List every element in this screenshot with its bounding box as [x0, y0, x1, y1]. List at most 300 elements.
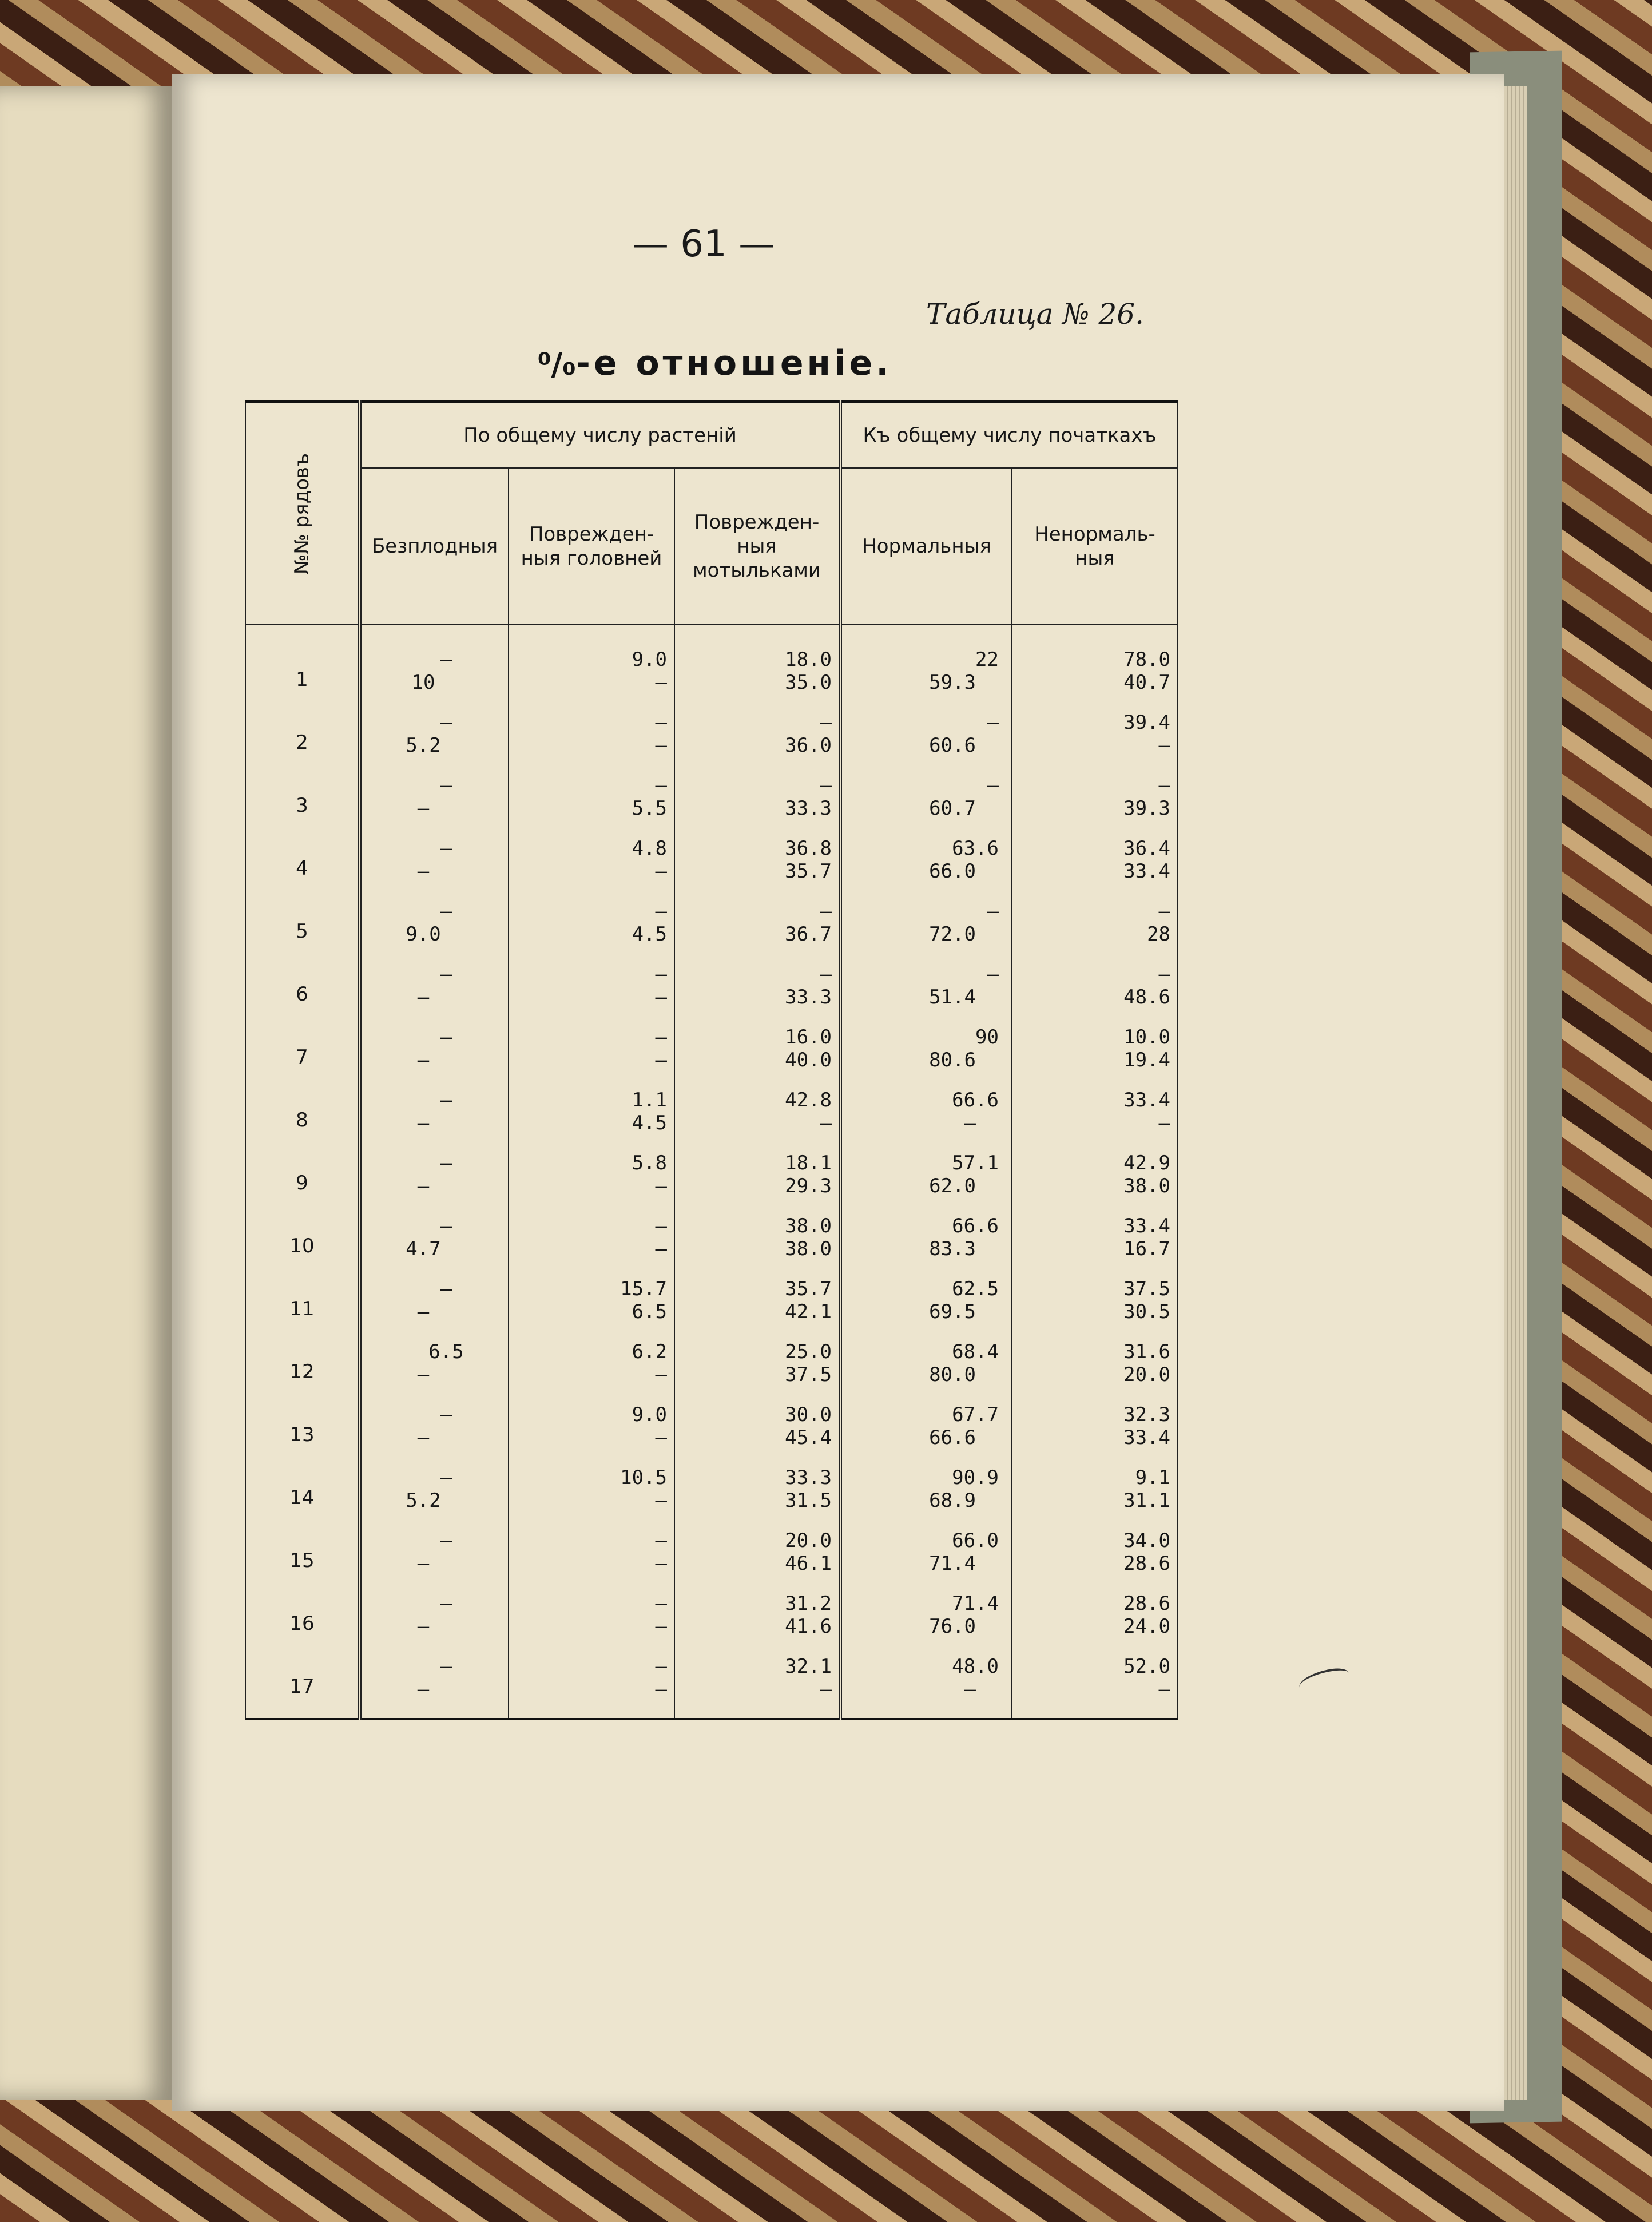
cell-value: — — [440, 1655, 452, 1678]
smut-cell — [509, 1403, 674, 1466]
sterile-cell — [360, 1655, 509, 1719]
cell-value: — — [440, 1592, 452, 1615]
cell-value: 37.5 — [1123, 1277, 1171, 1300]
cell-value: — — [1158, 774, 1171, 797]
table-row — [245, 1277, 1178, 1340]
cell-value: — — [440, 648, 452, 671]
smut-cell — [509, 711, 674, 774]
abnormal-cell — [1012, 774, 1178, 837]
table-row — [245, 1340, 1178, 1403]
table-row — [245, 1152, 1178, 1215]
table-row — [245, 625, 1178, 711]
cell-value: — — [820, 963, 832, 986]
cell-value: — — [655, 860, 667, 883]
cell-value: — — [987, 711, 999, 734]
cell-value: — — [440, 1026, 452, 1049]
cell-value: — — [655, 963, 667, 986]
sterile-cell — [360, 1152, 509, 1215]
smut-cell — [509, 1529, 674, 1592]
cell-value: 36.0 — [785, 734, 832, 757]
cell-value: 66.0 — [929, 860, 976, 883]
table-row — [245, 900, 1178, 963]
moth-cell — [674, 1152, 840, 1215]
table-row — [245, 774, 1178, 837]
normal-cell — [840, 1026, 1012, 1089]
cell-value: 33.4 — [1123, 1426, 1171, 1449]
normal-cell — [840, 1215, 1012, 1277]
sterile-cell — [360, 1529, 509, 1592]
cell-value: 10 — [411, 671, 435, 694]
row-number-cell: 2 — [245, 711, 360, 774]
cell-value: 24.0 — [1123, 1615, 1171, 1638]
cell-value: 33.3 — [785, 797, 832, 820]
row-number-cell: 6 — [245, 963, 360, 1026]
cell-value: — — [655, 1489, 667, 1512]
normal-cell — [840, 774, 1012, 837]
cell-value: 28.6 — [1123, 1592, 1171, 1615]
cell-value: 90 — [975, 1026, 999, 1049]
row-number-cell: 13 — [245, 1403, 360, 1466]
cell-value: 31.2 — [785, 1592, 832, 1615]
table-row — [245, 1026, 1178, 1089]
smut-cell — [509, 837, 674, 900]
cell-value: — — [440, 1403, 452, 1426]
smut-cell — [509, 1152, 674, 1215]
cell-value: 72.0 — [929, 923, 976, 946]
cell-value: — — [417, 1363, 430, 1386]
cell-value: 31.5 — [785, 1489, 832, 1512]
cell-value: 71.4 — [929, 1552, 976, 1575]
cell-value: 9.0 — [632, 1403, 667, 1426]
smut-cell — [509, 1215, 674, 1277]
cell-value: 59.3 — [929, 671, 976, 694]
cell-value: 31.1 — [1123, 1489, 1171, 1512]
cell-value: 69.5 — [929, 1300, 976, 1323]
cell-value: 35.7 — [785, 1277, 832, 1300]
abnormal-cell — [1012, 711, 1178, 774]
sterile-cell — [360, 625, 509, 711]
cell-value: — — [655, 1592, 667, 1615]
cell-value: — — [417, 1175, 430, 1197]
normal-cell — [840, 1340, 1012, 1403]
cell-value: — — [1158, 1678, 1171, 1701]
cell-value: 31.6 — [1123, 1340, 1171, 1363]
normal-cell — [840, 711, 1012, 774]
sterile-cell — [360, 963, 509, 1026]
moth-cell — [674, 837, 840, 900]
sterile-cell — [360, 900, 509, 963]
cell-value: 25.0 — [785, 1340, 832, 1363]
row-number-cell: 16 — [245, 1592, 360, 1655]
cell-value: — — [440, 837, 452, 860]
cell-value: — — [440, 1152, 452, 1175]
cell-value: — — [655, 1678, 667, 1701]
cell-value: — — [440, 1466, 452, 1489]
cell-value: — — [964, 1112, 976, 1134]
abnormal-cell — [1012, 1592, 1178, 1655]
cell-value: 90.9 — [952, 1466, 999, 1489]
normal-cell — [840, 1655, 1012, 1719]
cell-value: — — [655, 1049, 667, 1072]
smut-cell — [509, 1026, 674, 1089]
cell-value: 30.5 — [1123, 1300, 1171, 1323]
cell-value: — — [655, 1552, 667, 1575]
smut-cell — [509, 774, 674, 837]
cell-value: 66.6 — [952, 1215, 999, 1237]
moth-cell — [674, 1655, 840, 1719]
page-edges — [1504, 86, 1527, 2100]
normal-cell — [840, 1277, 1012, 1340]
cell-value: 16.7 — [1123, 1237, 1171, 1260]
cell-value: — — [655, 986, 667, 1009]
cell-value: — — [440, 1215, 452, 1237]
cell-value: 60.7 — [929, 797, 976, 820]
cell-value: — — [440, 963, 452, 986]
cell-value: — — [820, 900, 832, 923]
cell-value: — — [440, 1277, 452, 1300]
cell-value: 40.7 — [1123, 671, 1171, 694]
cell-value: 5.2 — [406, 1489, 441, 1512]
moth-cell — [674, 1529, 840, 1592]
abnormal-cell — [1012, 1026, 1178, 1089]
moth-cell — [674, 1403, 840, 1466]
cell-value: 5.8 — [632, 1152, 667, 1175]
cell-value: — — [417, 1112, 430, 1134]
cell-value: — — [417, 797, 430, 820]
cell-value: 66.6 — [929, 1426, 976, 1449]
cell-value: 32.1 — [785, 1655, 832, 1678]
cell-value: — — [820, 1678, 832, 1701]
percent-symbol: ⁰/₀ — [537, 346, 576, 382]
table-row — [245, 963, 1178, 1026]
row-number-cell: 11 — [245, 1277, 360, 1340]
cell-value: 78.0 — [1123, 648, 1171, 671]
cell-value: 29.3 — [785, 1175, 832, 1197]
cell-value: 4.8 — [632, 837, 667, 860]
sterile-cell — [360, 1403, 509, 1466]
smut-cell — [509, 625, 674, 711]
cell-value: 66.6 — [952, 1089, 999, 1112]
cell-value: 33.4 — [1123, 1215, 1171, 1237]
table-row — [245, 1089, 1178, 1152]
row-number-cell: 5 — [245, 900, 360, 963]
cell-value: 6.5 — [632, 1300, 667, 1323]
row-number-cell: 4 — [245, 837, 360, 900]
moth-cell — [674, 711, 840, 774]
cell-value: 66.0 — [952, 1529, 999, 1552]
header-normal: Нормальныя — [840, 468, 1012, 625]
abnormal-cell — [1012, 900, 1178, 963]
table-row — [245, 1655, 1178, 1719]
cell-value: — — [417, 1049, 430, 1072]
cell-value: 20.0 — [785, 1529, 832, 1552]
abnormal-cell — [1012, 1403, 1178, 1466]
cell-value: 4.7 — [406, 1237, 441, 1260]
cell-value: 80.0 — [929, 1363, 976, 1386]
abnormal-cell — [1012, 1340, 1178, 1403]
moth-cell — [674, 774, 840, 837]
cell-value: 19.4 — [1123, 1049, 1171, 1072]
cell-value: 6.2 — [632, 1340, 667, 1363]
cell-value: 40.0 — [785, 1049, 832, 1072]
cell-value: 67.7 — [952, 1403, 999, 1426]
cell-value: 37.5 — [785, 1363, 832, 1386]
sterile-cell — [360, 1277, 509, 1340]
cell-value: — — [820, 1112, 832, 1134]
normal-cell — [840, 1152, 1012, 1215]
smut-cell — [509, 1466, 674, 1529]
cell-value: 51.4 — [929, 986, 976, 1009]
abnormal-cell — [1012, 1529, 1178, 1592]
cell-value: — — [440, 1529, 452, 1552]
cell-value: 68.4 — [952, 1340, 999, 1363]
cell-value: — — [655, 774, 667, 797]
header-row-number: №№ рядовъ — [245, 402, 360, 625]
cell-value: 34.0 — [1123, 1529, 1171, 1552]
normal-cell — [840, 1466, 1012, 1529]
left-page — [0, 86, 172, 2100]
header-abnormal: Ненормаль-ныя — [1012, 468, 1178, 625]
smut-cell — [509, 900, 674, 963]
cell-value: 71.4 — [952, 1592, 999, 1615]
table-row — [245, 1466, 1178, 1529]
cell-value: 41.6 — [785, 1615, 832, 1638]
cell-value: 32.3 — [1123, 1403, 1171, 1426]
abnormal-cell — [1012, 1655, 1178, 1719]
cell-value: 18.0 — [785, 648, 832, 671]
cell-value: — — [655, 900, 667, 923]
abnormal-cell — [1012, 1152, 1178, 1215]
cell-value: — — [440, 774, 452, 797]
cell-value: 16.0 — [785, 1026, 832, 1049]
normal-cell — [840, 1592, 1012, 1655]
table-row — [245, 837, 1178, 900]
row-number-cell: 14 — [245, 1466, 360, 1529]
cell-value: 20.0 — [1123, 1363, 1171, 1386]
normal-cell — [840, 1089, 1012, 1152]
page-number: — 61 — — [632, 223, 776, 265]
normal-cell — [840, 625, 1012, 711]
cell-value: 68.9 — [929, 1489, 976, 1512]
header-sterile: Безплодныя — [360, 468, 509, 625]
cell-value: 48.6 — [1123, 986, 1171, 1009]
cell-value: 28 — [1147, 923, 1171, 946]
moth-cell — [674, 1026, 840, 1089]
cell-value: 46.1 — [785, 1552, 832, 1575]
normal-cell — [840, 1403, 1012, 1466]
abnormal-cell — [1012, 1466, 1178, 1529]
row-number-cell: 15 — [245, 1529, 360, 1592]
cell-value: — — [417, 1426, 430, 1449]
cell-value: 42.9 — [1123, 1152, 1171, 1175]
cell-value: 10.0 — [1123, 1026, 1171, 1049]
smut-cell — [509, 1089, 674, 1152]
header-moth: Поврежден-ныя мотыльками — [674, 468, 840, 625]
cell-value: 80.6 — [929, 1049, 976, 1072]
cell-value: — — [655, 1175, 667, 1197]
abnormal-cell — [1012, 625, 1178, 711]
cell-value: 39.3 — [1123, 797, 1171, 820]
cell-value: 57.1 — [952, 1152, 999, 1175]
cell-value: 36.8 — [785, 837, 832, 860]
cell-value: — — [440, 900, 452, 923]
cell-value: — — [655, 1529, 667, 1552]
cell-value: 62.0 — [929, 1175, 976, 1197]
row-number-cell: 3 — [245, 774, 360, 837]
moth-cell — [674, 963, 840, 1026]
table-body — [245, 625, 1178, 1719]
cell-value: 36.7 — [785, 923, 832, 946]
abnormal-cell — [1012, 1215, 1178, 1277]
table-label: Таблица № 26. — [926, 297, 1144, 331]
normal-cell — [840, 900, 1012, 963]
table-row — [245, 1529, 1178, 1592]
row-number-cell: 1 — [245, 625, 360, 711]
cell-value: 33.4 — [1123, 860, 1171, 883]
cell-value: 60.6 — [929, 734, 976, 757]
cell-value: 42.8 — [785, 1089, 832, 1112]
cell-value: 83.3 — [929, 1237, 976, 1260]
data-table-wrapper — [245, 400, 1177, 1720]
sterile-cell — [360, 1026, 509, 1089]
moth-cell — [674, 625, 840, 711]
cell-value: 38.0 — [785, 1237, 832, 1260]
cell-value: — — [1158, 1112, 1171, 1134]
sterile-cell — [360, 1089, 509, 1152]
cell-value: 33.3 — [785, 1466, 832, 1489]
moth-cell — [674, 1340, 840, 1403]
cell-value: — — [655, 734, 667, 757]
sterile-cell — [360, 711, 509, 774]
cell-value: — — [1158, 963, 1171, 986]
cell-value: 6.5 — [428, 1340, 464, 1363]
cell-value: 9.0 — [406, 923, 441, 946]
row-number-cell: 7 — [245, 1026, 360, 1089]
cell-value: — — [820, 711, 832, 734]
cell-value: 15.7 — [620, 1277, 667, 1300]
cell-value: 63.6 — [952, 837, 999, 860]
cell-value: 9.0 — [632, 648, 667, 671]
cell-value: — — [655, 711, 667, 734]
row-number-cell: 9 — [245, 1152, 360, 1215]
cell-value: — — [655, 671, 667, 694]
sterile-cell — [360, 1592, 509, 1655]
cell-value: 38.0 — [1123, 1175, 1171, 1197]
cell-value: 35.0 — [785, 671, 832, 694]
cell-value: — — [417, 860, 430, 883]
table-row — [245, 711, 1178, 774]
table-row — [245, 1592, 1178, 1655]
smut-cell — [509, 1592, 674, 1655]
sterile-cell — [360, 1466, 509, 1529]
cell-value: — — [964, 1678, 976, 1701]
header-group-plants: По общему числу растеній — [360, 402, 840, 469]
row-number-cell: 8 — [245, 1089, 360, 1152]
sterile-cell — [360, 774, 509, 837]
heading-text: -е отношеніе. — [575, 343, 893, 383]
moth-cell — [674, 1089, 840, 1152]
abnormal-cell — [1012, 1277, 1178, 1340]
header-group-ears: Къ общему числу початкахъ — [840, 402, 1178, 469]
cell-value: — — [417, 1300, 430, 1323]
moth-cell — [674, 1466, 840, 1529]
cell-value: 38.0 — [785, 1215, 832, 1237]
abnormal-cell — [1012, 963, 1178, 1026]
row-number-cell: 10 — [245, 1215, 360, 1277]
sterile-cell — [360, 1340, 509, 1403]
smut-cell — [509, 963, 674, 1026]
cell-value: 39.4 — [1123, 711, 1171, 734]
moth-cell — [674, 1277, 840, 1340]
cell-value: — — [655, 1215, 667, 1237]
moth-cell — [674, 900, 840, 963]
cell-value: 62.5 — [952, 1277, 999, 1300]
cell-value: — — [655, 1655, 667, 1678]
normal-cell — [840, 963, 1012, 1026]
moth-cell — [674, 1592, 840, 1655]
cell-value: — — [987, 900, 999, 923]
cell-value: — — [655, 1237, 667, 1260]
cell-value: — — [655, 1426, 667, 1449]
sterile-cell — [360, 837, 509, 900]
cell-value: — — [1158, 900, 1171, 923]
cell-value: 76.0 — [929, 1615, 976, 1638]
cell-value: 28.6 — [1123, 1552, 1171, 1575]
cell-value: — — [1158, 734, 1171, 757]
cell-value: — — [655, 1026, 667, 1049]
cell-value: 22 — [975, 648, 999, 671]
cell-value: — — [440, 1089, 452, 1112]
cell-value: 4.5 — [632, 923, 667, 946]
cell-value: 35.7 — [785, 860, 832, 883]
cell-value: 52.0 — [1123, 1655, 1171, 1678]
header-smut: Поврежден-ныя головней — [509, 468, 674, 625]
cell-value: — — [417, 1678, 430, 1701]
row-number-cell: 12 — [245, 1340, 360, 1403]
cell-value: — — [440, 711, 452, 734]
cell-value: 10.5 — [620, 1466, 667, 1489]
data-table — [245, 400, 1178, 1720]
table-heading — [458, 343, 972, 383]
cell-value: 30.0 — [785, 1403, 832, 1426]
smut-cell — [509, 1340, 674, 1403]
cell-value: 5.2 — [406, 734, 441, 757]
smut-cell — [509, 1655, 674, 1719]
sterile-cell — [360, 1215, 509, 1277]
cell-value: 1.1 — [632, 1089, 667, 1112]
cell-value: — — [417, 986, 430, 1009]
cell-value: — — [417, 1552, 430, 1575]
normal-cell — [840, 1529, 1012, 1592]
cell-value: — — [820, 774, 832, 797]
cell-value: 42.1 — [785, 1300, 832, 1323]
cell-value: — — [417, 1615, 430, 1638]
row-number-cell: 17 — [245, 1655, 360, 1719]
cell-value: 36.4 — [1123, 837, 1171, 860]
cell-value: — — [655, 1363, 667, 1386]
smut-cell — [509, 1277, 674, 1340]
cell-value: — — [987, 774, 999, 797]
moth-cell — [674, 1215, 840, 1277]
normal-cell — [840, 837, 1012, 900]
cell-value: 33.4 — [1123, 1089, 1171, 1112]
cell-value: 4.5 — [632, 1112, 667, 1134]
cell-value: 33.3 — [785, 986, 832, 1009]
cell-value: 18.1 — [785, 1152, 832, 1175]
cell-value: — — [655, 1615, 667, 1638]
cell-value: 5.5 — [632, 797, 667, 820]
table-row — [245, 1403, 1178, 1466]
